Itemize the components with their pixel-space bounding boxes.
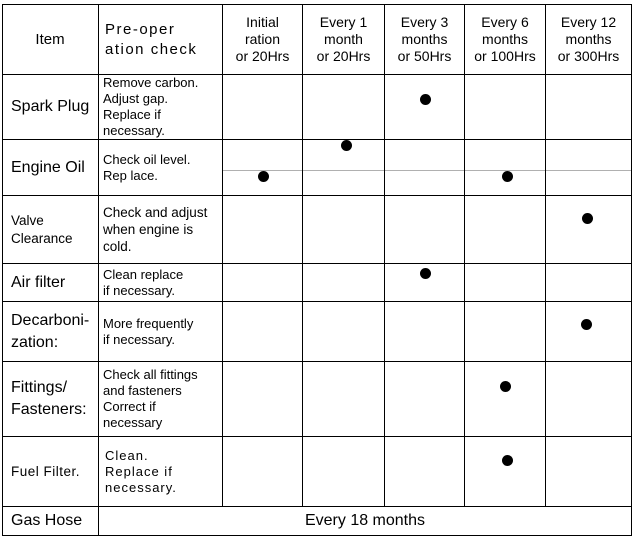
item-engine-oil: Engine Oil [11,158,85,176]
item-air-filter: Air filter [11,273,66,291]
check-fittings-fasteners: Check all fittings and fasteners Correct if necessary [103,367,198,430]
schedule-mark-6-months [502,171,513,182]
schedule-mark-3-months [420,268,431,279]
header-every-1-month: Every 1 month or 20Hrs [316,14,371,64]
check-fuel-filter: Clean. Replace if necessary. [105,447,177,495]
schedule-mark-6-months [502,455,513,466]
header-item: Item [35,31,65,48]
item-valve-clearance: Valve Clearance [11,212,73,246]
check-air-filter: Clean replace if necessary. [103,266,184,298]
item-decarbonization: Decarboni- zation: [11,311,90,351]
schedule-mark-3-months [420,94,431,105]
item-fittings-fasteners: Fittings/ Fasteners: [11,379,87,418]
check-engine-oil: Check oil level. Rep lace. [103,151,191,183]
header-pre-operation-check: Pre-oper ation check [105,20,198,58]
col-divider [302,4,303,507]
col-divider [545,4,546,507]
gas-hose-interval: Every 18 months [304,512,426,529]
check-spark-plug: Remove carbon. Adjust gap. Replace if necessary. [103,75,199,138]
schedule-mark-6-months [500,381,511,392]
col-divider [464,4,465,507]
check-valve-clearance: Check and adjust when engine is cold. [103,205,208,254]
col-divider [222,4,223,507]
header-initial: Initial ration or 20Hrs [235,14,290,64]
check-decarbonization: More frequently if necessary. [103,315,194,347]
schedule-mark-1-month [341,140,352,151]
col-divider [384,4,385,507]
header-every-3-months: Every 3 months or 50Hrs [397,14,452,64]
table-border-bottom [2,535,632,536]
schedule-mark-12-months [582,213,593,224]
header-every-12-months: Every 12 months or 300Hrs [557,14,620,64]
item-spark-plug: Spark Plug [11,98,90,115]
table-border-right [631,4,632,536]
schedule-mark-12-months [581,319,592,330]
faint-row-guide [222,170,632,171]
header-every-6-months: Every 6 months or 100Hrs [474,14,536,64]
item-gas-hose: Gas Hose [11,512,83,529]
item-fuel-filter: Fuel Filter. [11,463,81,479]
schedule-mark-initial [258,171,269,182]
